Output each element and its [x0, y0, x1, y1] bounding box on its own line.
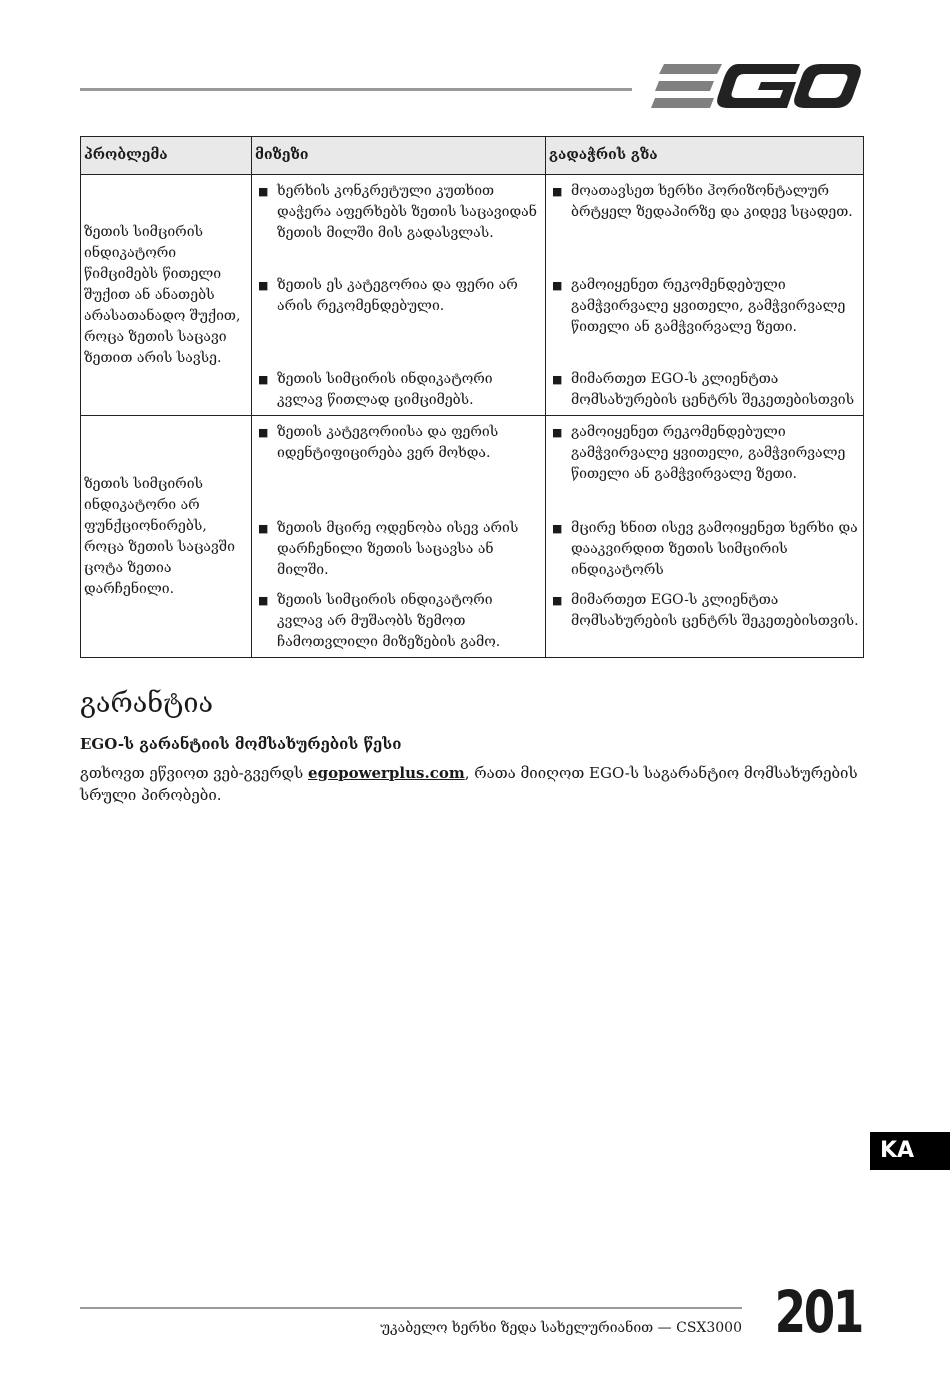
- warranty-link[interactable]: egopowerplus.com: [308, 764, 465, 782]
- list-item: ■ მიმართეთ EGO-ს კლიენტთა მომსახურების ცენტრს შეკეთებისთვის: [552, 369, 859, 411]
- problem-cell: ზეთის სიმცირის ინდიკატორი წიმციმებს წითელი შუქით ან ანათებს არასათანადო შუქით, როცა ზეთის საცავი ზეთით არის სავსე.: [81, 175, 252, 416]
- list-item: ■ ზეთის სიმცირის ინდიკატორი კვლავ წითლად ციმციმებს.: [258, 369, 541, 411]
- header-rule: [80, 88, 632, 91]
- solution-cell: [546, 416, 864, 658]
- bullet-icon: ■: [552, 594, 563, 607]
- list-item: ■ გამოიყენეთ რეკომენდებული გამჭვირვალე ყვითელი, გამჭვირვალე წითელი ან გამჭვირვალე ზეთი.: [552, 275, 859, 369]
- list-item: ■ ზეთის მცირე ოდენობა ისევ არის დარჩენილი ზეთის საცავსა ან მილში.: [258, 518, 541, 590]
- list-item: ■ მიმართეთ EGO-ს კლიენტთა მომსახურების ცენტრს შეკეთებისთვის.: [552, 590, 859, 632]
- bullet-icon: ■: [552, 185, 563, 198]
- bullet-icon: ■: [258, 279, 269, 292]
- problem-cell: ზეთის სიმცირის ინდიკატორი არ ფუნქციონირებს, როცა ზეთის საცავში ცოტა ზეთია დარჩენილი.: [81, 416, 252, 658]
- cause-cell: [252, 175, 546, 416]
- warranty-title: გარანტია: [80, 688, 214, 719]
- bullet-icon: ■: [552, 522, 563, 535]
- list-item: ■ ზეთის კატეგორიისა და ფერის იდენტიფიცირება ვერ მოხდა.: [258, 422, 541, 518]
- bullet-icon: ■: [258, 185, 269, 198]
- list-item: ■ ზეთის ეს კატეგორია და ფერი არ არის რეკომენდებული.: [258, 275, 541, 369]
- list-item: ■ მოათავსეთ ხერხი ჰორიზონტალურ ბრტყელ ზედაპირზე და კიდევ სცადეთ.: [552, 181, 859, 275]
- header-cause: მიზეზი: [252, 137, 546, 175]
- logo-e-mark: [651, 64, 722, 108]
- list-item: ■ ზეთის სიმცირის ინდიკატორი კვლავ არ მუშაობს ზემოთ ჩამოთვლილი მიზეზების გამო.: [258, 590, 541, 653]
- warranty-text: გთხოვთ ეწვიოთ ვებ-გვერდს egopowerplus.com, რათა მიიღოთ EGO-ს საგარანტიო მომსახურების სრული პირობები.: [80, 764, 858, 804]
- table-row: [81, 175, 864, 416]
- logo-o-letter: [794, 64, 861, 108]
- ego-logo: [650, 62, 862, 112]
- list-item: ■ ხერხის კონკრეტული კუთხით დაჭერა აფერხებს ზეთის საცავიდან ზეთის მილში მის გადასვლას.: [258, 181, 541, 275]
- cause-cell: [252, 416, 546, 658]
- bullet-icon: ■: [552, 373, 563, 386]
- list-item: ■ გამოიყენეთ რეკომენდებული გამჭვირვალე ყვითელი, გამჭვირვალე წითელი ან გამჭვირვალე ზეთი.: [552, 422, 859, 518]
- bullet-icon: ■: [552, 279, 563, 292]
- solution-cell: [546, 175, 864, 416]
- page-number: 201: [774, 1278, 862, 1346]
- list-item: ■ მცირე ხნით ისევ გამოიყენეთ ხერხი და დააკვირდით ზეთის სიმცირის ინდიკატორს: [552, 518, 859, 590]
- bullet-icon: ■: [258, 426, 269, 439]
- bullet-icon: ■: [552, 426, 563, 439]
- table-row: [81, 416, 864, 658]
- table-header-row: [81, 137, 864, 175]
- header-problem: პრობლემა: [81, 137, 252, 175]
- bullet-icon: ■: [258, 594, 269, 607]
- bullet-icon: ■: [258, 373, 269, 386]
- language-tab: KA: [870, 1132, 950, 1170]
- header-solution: გადაჭრის გზა: [546, 137, 864, 175]
- bullet-icon: ■: [258, 522, 269, 535]
- footer-product-line: უკაბელო ხერხი ზედა სახელურიანით — CSX3000: [380, 1320, 742, 1336]
- logo-g-letter: [717, 64, 800, 108]
- footer-rule: [80, 1307, 742, 1309]
- warranty-subtitle: EGO-ს გარანტიის მომსახურების წესი: [80, 735, 402, 753]
- troubleshooting-table: [80, 136, 864, 658]
